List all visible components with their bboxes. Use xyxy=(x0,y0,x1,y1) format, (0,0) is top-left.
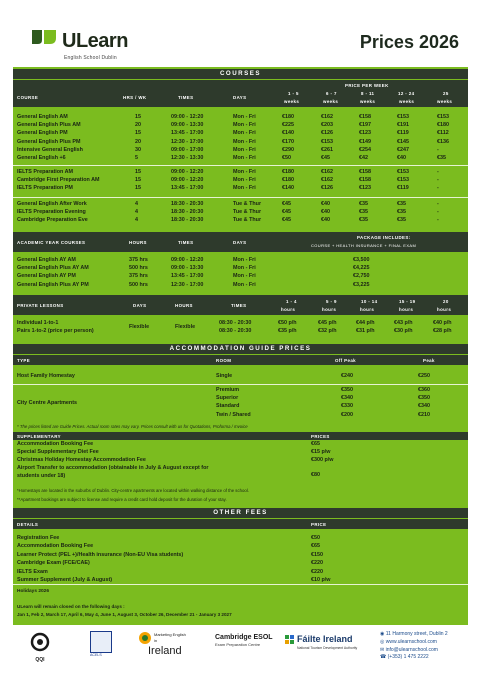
academic-days-cell: Mon - Fri xyxy=(233,265,256,272)
fee-price-cell: €50 xyxy=(311,535,320,541)
course-days-cell: Tue & Thur xyxy=(233,217,262,224)
prices-panel xyxy=(13,67,468,625)
contact-block xyxy=(380,631,448,662)
course-course-cell: General English Plus AM xyxy=(17,122,81,129)
course-p1-cell: €140 xyxy=(282,130,294,137)
course-days-cell: Tue & Thur xyxy=(233,201,262,207)
header xyxy=(0,0,481,67)
page-title: Prices 2026 xyxy=(359,32,459,52)
acc-host-family-room: Single xyxy=(216,373,233,379)
course-course-cell: Intensive General English xyxy=(17,146,83,153)
ulearn-logo-icon xyxy=(30,28,58,50)
col-acc-type: TYPE xyxy=(17,358,31,363)
course-p2-cell: €126 xyxy=(321,130,333,137)
course-p2-cell: €162 xyxy=(321,114,333,120)
acc-apartment-room-cell: Standard xyxy=(216,403,240,410)
col-acc-room: ROOM xyxy=(216,358,232,363)
course-p1-cell: €180 xyxy=(282,114,294,120)
course-p5-cell: - xyxy=(437,185,439,192)
col-academic-days: DAYS xyxy=(233,240,247,245)
acc-apartment-peak-cell: €340 xyxy=(418,403,430,410)
brand-subtitle: English School Dublin xyxy=(64,55,117,61)
divider xyxy=(13,584,468,585)
academic-hours-cell: 500 hrs xyxy=(129,281,148,288)
course-course-cell: IELTS Preparation Evening xyxy=(17,209,86,216)
acc-host-family-offpeak: €240 xyxy=(341,373,353,379)
course-hrs-cell: 5 xyxy=(135,155,138,161)
acc-apartment-room-cell: Superior xyxy=(216,395,239,402)
fee-label-cell: Registration Fee xyxy=(17,535,60,541)
course-p5-cell: - xyxy=(437,146,439,153)
course-p4-cell: €35 xyxy=(397,201,406,207)
col-private-c1-unit: hours xyxy=(281,307,296,312)
acels-logo xyxy=(90,631,112,661)
accommodation-section-title: ACCOMMODATION GUIDE PRICES xyxy=(13,344,468,354)
accommodation-header-bar xyxy=(13,355,468,365)
course-p5-cell: - xyxy=(437,209,439,216)
acc-apartments-type: City Centre Apartments xyxy=(17,400,78,406)
col-private-lessons: PRIVATE LESSONS xyxy=(17,303,64,308)
acc-apartment-peak-cell: €360 xyxy=(418,387,430,393)
location-icon: ◉ xyxy=(380,631,386,637)
supplementary-label-cell: Christmas Holiday Homestay Accommodation Fee xyxy=(17,457,146,463)
fee-label-cell: Learner Protect (PEL +)/Health insurance (Non-EU Visa students) xyxy=(17,551,184,558)
acc-apartment-room-cell: Premium xyxy=(216,387,240,393)
academic-hours-cell: 375 hrs xyxy=(129,257,148,263)
course-hrs-cell: 20 xyxy=(135,138,141,145)
package-title: PACKAGE INCLUDES: xyxy=(357,235,411,240)
course-hrs-cell: 15 xyxy=(135,114,141,120)
course-p2-cell: €40 xyxy=(321,209,330,216)
course-course-cell: IELTS Preparation PM xyxy=(17,185,73,192)
col-acc-offpeak: Off Peak xyxy=(335,358,357,363)
course-hrs-cell: 15 xyxy=(135,169,141,175)
col-fee-details: DETAILS xyxy=(17,522,39,527)
academic-time-cell: 13:45 - 17:00 xyxy=(171,273,204,280)
academic-days-cell: Mon - Fri xyxy=(233,257,256,263)
course-p2-cell: €40 xyxy=(321,201,330,207)
course-p5-cell: €136 xyxy=(437,138,449,145)
course-p3-cell: €158 xyxy=(359,114,371,120)
course-p3-cell: €35 xyxy=(359,217,368,224)
course-p4-cell: €40 xyxy=(397,155,406,161)
course-days-cell: Mon - Fri xyxy=(233,185,256,192)
col-w2: 6 - 7 xyxy=(326,91,337,96)
course-days-cell: Mon - Fri xyxy=(233,138,256,145)
course-hrs-cell: 15 xyxy=(135,185,141,192)
divider xyxy=(13,197,468,198)
supplementary-price-cell: €80 xyxy=(311,472,320,478)
course-time-cell: 13:45 - 17:00 xyxy=(171,130,204,137)
course-p3-cell: €158 xyxy=(359,177,371,184)
contact-web[interactable]: ◎ www.ulearnschool.com xyxy=(380,638,437,645)
col-private-days: DAYS xyxy=(133,303,147,308)
academic-days-cell: Mon - Fri xyxy=(233,273,256,280)
globe-icon: ◎ xyxy=(380,638,386,645)
private-p2-cell: €45 p/h xyxy=(318,320,337,326)
course-time-cell: 13:45 - 17:00 xyxy=(171,185,204,192)
col-w4: 12 - 24 xyxy=(398,91,415,96)
supplementary-note-2: **Apartment bookings are subject to license and require a credit card hold deposit for the duration of your stay. xyxy=(17,497,227,502)
course-time-cell: 09:00 - 17:00 xyxy=(171,146,204,153)
academic-header-bar xyxy=(13,232,468,252)
phone-icon: ☎ xyxy=(380,654,388,661)
failte-ireland-logo xyxy=(285,634,370,662)
supplementary-note-1: *Homestays are located in the suburbs of Dublin. City-centre apartments are located within walking distance of the school. xyxy=(17,488,249,493)
fee-label-cell: Accommodation Booking Fee xyxy=(17,543,94,550)
course-days-cell: Mon - Fri xyxy=(233,177,256,184)
course-course-cell: Cambridge Preparation Eve xyxy=(17,217,88,224)
private-name-cell: Pairs 1-to-2 (price per person) xyxy=(17,328,94,335)
col-w3-unit: weeks xyxy=(360,99,376,104)
academic-course-cell: General English Plus AY AM xyxy=(17,265,89,272)
qqi-logo xyxy=(30,632,50,663)
mei-line-3: Ireland xyxy=(148,645,182,657)
course-days-cell: Mon - Fri xyxy=(233,169,256,175)
cambridge-logo xyxy=(215,634,275,662)
holidays-line-2: Jan 1, Feb 2, March 17, April 6, May 4, June 1, August 3, October 26, December 21 - January 3 2027 xyxy=(17,612,232,617)
divider xyxy=(13,384,468,385)
course-hrs-cell: 4 xyxy=(135,217,138,224)
course-time-cell: 09:00 - 12:20 xyxy=(171,114,204,120)
supplementary-label-cell: Special Supplementary Diet Fee xyxy=(17,449,99,455)
qqi-emblem-icon xyxy=(30,632,50,652)
course-course-cell: General English AM xyxy=(17,114,68,120)
private-hours-cell: Flexible xyxy=(175,324,196,330)
acc-apartment-offpeak-cell: €340 xyxy=(341,395,353,402)
ulearn-logo xyxy=(30,26,180,66)
course-p4-cell: €35 xyxy=(397,217,406,224)
failte-emblem-icon xyxy=(285,635,295,645)
col-w1: 1 - 5 xyxy=(288,91,299,96)
course-p1-cell: €50 xyxy=(282,155,291,161)
course-p3-cell: €158 xyxy=(359,169,371,175)
supplementary-prices-label: PRICES xyxy=(311,434,330,439)
acc-apartment-offpeak-cell: €330 xyxy=(341,403,353,410)
package-subtitle: COURSE + HEALTH INSURANCE + FINAL EXAM xyxy=(311,243,417,248)
academic-course-cell: General English AY PM xyxy=(17,273,76,280)
failte-name: Fáilte Ireland xyxy=(297,634,353,644)
private-name-cell: Individual 1-to-1 xyxy=(17,320,59,326)
acels-label: ACELS xyxy=(90,653,102,657)
course-p2-cell: €45 xyxy=(321,155,330,161)
course-p4-cell: €247 xyxy=(397,146,409,153)
course-time-cell: 18:30 - 20:30 xyxy=(171,217,204,224)
private-p5-cell: €40 p/h xyxy=(433,320,452,326)
mei-line-2: in xyxy=(154,638,158,643)
col-times: TIMES xyxy=(178,95,194,100)
academic-price-cell: €2,750 xyxy=(353,273,370,280)
course-p1-cell: €180 xyxy=(282,169,294,175)
course-p2-cell: €153 xyxy=(321,138,333,145)
private-time-cell: 08:30 - 20:30 xyxy=(219,320,252,326)
col-academic-course: ACADEMIC YEAR COURSES xyxy=(17,240,86,245)
mei-logo xyxy=(138,631,198,665)
private-time-cell: 08:30 - 20:30 xyxy=(219,328,252,335)
acc-apartment-room-cell: Twin / Shared xyxy=(216,411,251,418)
courses-section-title: COURSES xyxy=(13,69,468,79)
course-p5-cell: - xyxy=(437,217,439,224)
course-p1-cell: €170 xyxy=(282,138,294,145)
holidays-title: Holidays 2026 xyxy=(17,589,49,594)
acc-host-family-peak: €250 xyxy=(418,373,430,379)
academic-price-cell: €3,500 xyxy=(353,257,370,263)
holidays-line-1: ULearn will remain closed on the following days : xyxy=(17,604,125,609)
course-p4-cell: €35 xyxy=(397,209,406,216)
other-fees-header-bar xyxy=(13,519,468,529)
fee-price-cell: €65 xyxy=(311,543,320,550)
private-p3-cell: €44 p/h xyxy=(356,320,375,326)
qqi-label: QQI xyxy=(35,657,45,663)
academic-days-cell: Mon - Fri xyxy=(233,281,256,288)
mail-icon: ✉ xyxy=(380,646,386,653)
col-course: COURSE xyxy=(17,95,39,100)
col-w1-unit: weeks xyxy=(284,99,300,104)
course-course-cell: General English Plus PM xyxy=(17,138,81,145)
fee-label-cell: IELTS Exam xyxy=(17,568,48,575)
mei-line-1: Marketing English xyxy=(154,632,186,637)
col-w4-unit: weeks xyxy=(399,99,415,104)
academic-course-cell: General English AY AM xyxy=(17,257,76,263)
col-w5: 25 xyxy=(443,91,449,96)
academic-time-cell: 12:30 - 17:00 xyxy=(171,281,204,288)
private-days-cell: Flexible xyxy=(129,324,150,330)
course-p3-cell: €197 xyxy=(359,122,371,129)
course-p3-cell: €123 xyxy=(359,130,371,137)
course-hrs-cell: 4 xyxy=(135,209,138,216)
course-hrs-cell: 4 xyxy=(135,201,138,207)
course-p3-cell: €35 xyxy=(359,201,368,207)
course-p2-cell: €40 xyxy=(321,217,330,224)
col-private-c2: 5 - 9 xyxy=(326,299,337,304)
course-time-cell: 12:30 - 13:30 xyxy=(171,155,204,161)
accommodation-note: * The prices listed are Guide Prices. Actual room rates may vary. Prices consult with us for Quotations, Proforma / Invoice xyxy=(17,424,248,429)
course-p3-cell: €35 xyxy=(359,209,368,216)
contact-phone[interactable]: ☎ (+353) 1 475 2222 xyxy=(380,654,429,661)
private-p1-cell: €50 p/h xyxy=(278,320,297,326)
supplementary-label-cell: Airport Transfer to accommodation (obtainable in July & August except for xyxy=(17,465,209,471)
course-hrs-cell: 20 xyxy=(135,122,141,129)
course-p4-cell: €153 xyxy=(397,169,409,175)
course-course-cell: Cambridge First Preparation AM xyxy=(17,177,100,184)
course-course-cell: General English PM xyxy=(17,130,68,137)
supplementary-price-cell: €15 p/w xyxy=(311,449,331,455)
col-private-times: TIMES xyxy=(231,303,247,308)
course-course-cell: General English After Work xyxy=(17,201,87,207)
course-p3-cell: €254 xyxy=(359,146,371,153)
brand-name: ULearn xyxy=(62,30,128,52)
col-private-hours: HOURS xyxy=(175,303,193,308)
course-hrs-cell: 30 xyxy=(135,146,141,153)
course-hrs-cell: 15 xyxy=(135,130,141,137)
course-time-cell: 12:30 - 17:00 xyxy=(171,138,204,145)
course-p5-cell: - xyxy=(437,201,439,207)
academic-hours-cell: 500 hrs xyxy=(129,265,148,272)
col-hrs: HRS / WK xyxy=(123,95,147,100)
course-p4-cell: €191 xyxy=(397,122,409,129)
course-time-cell: 09:00 - 12:20 xyxy=(171,177,204,184)
cambridge-line-1: Cambridge ESOL xyxy=(215,634,273,641)
col-private-c4: 15 - 19 xyxy=(399,299,416,304)
course-p1-cell: €225 xyxy=(282,122,294,129)
course-course-cell: IELTS Preparation AM xyxy=(17,169,74,175)
course-p1-cell: €45 xyxy=(282,209,291,216)
contact-email[interactable]: ✉ info@ulearnschool.com xyxy=(380,646,438,653)
cambridge-line-2: Exam Preparation Centre xyxy=(215,642,261,647)
course-p2-cell: €162 xyxy=(321,177,333,184)
supplementary-price-cell: €65 xyxy=(311,441,320,447)
acc-apartment-offpeak-cell: €350 xyxy=(341,387,353,393)
course-time-cell: 09:00 - 13:30 xyxy=(171,122,204,129)
fee-price-cell: €10 p/w xyxy=(311,577,331,583)
col-private-c2-unit: hours xyxy=(322,307,337,312)
course-p1-cell: €140 xyxy=(282,185,294,192)
mei-emblem-icon xyxy=(138,631,152,645)
col-private-c3: 10 - 14 xyxy=(361,299,378,304)
course-p5-cell: €35 xyxy=(437,155,446,161)
contact-address: ◉ 11 Harmony street, Dublin 2 xyxy=(380,631,448,637)
course-p4-cell: €145 xyxy=(397,138,409,145)
course-p5-cell: - xyxy=(437,169,439,175)
course-p5-cell: €112 xyxy=(437,130,449,137)
fee-price-cell: €150 xyxy=(311,551,323,558)
course-days-cell: Tue & Thur xyxy=(233,209,262,216)
course-p4-cell: €119 xyxy=(397,185,409,192)
private-p2-cell: €32 p/h xyxy=(318,328,337,335)
academic-time-cell: 09:00 - 12:20 xyxy=(171,257,204,263)
col-w3: 8 - 11 xyxy=(361,91,375,96)
course-p3-cell: €123 xyxy=(359,185,371,192)
course-days-cell: Mon - Fri xyxy=(233,122,256,129)
acc-apartment-peak-cell: €350 xyxy=(418,395,430,402)
academic-price-cell: €3,225 xyxy=(353,281,370,288)
course-p3-cell: €149 xyxy=(359,138,371,145)
course-course-cell: General English +6 xyxy=(17,155,66,161)
course-time-cell: 09:00 - 12:20 xyxy=(171,169,204,175)
supplementary-header-bar xyxy=(13,432,468,440)
course-time-cell: 18:30 - 20:30 xyxy=(171,209,204,216)
course-p3-cell: €42 xyxy=(359,155,368,161)
course-days-cell: Mon - Fri xyxy=(233,155,256,161)
fee-label-cell: Summer Supplement (July & August) xyxy=(17,577,113,583)
col-private-c5-unit: hours xyxy=(437,307,452,312)
col-private-c3-unit: hours xyxy=(360,307,375,312)
courses-header-bar xyxy=(13,80,468,107)
course-p1-cell: €45 xyxy=(282,201,291,207)
course-time-cell: 18:30 - 20:30 xyxy=(171,201,204,207)
academic-course-cell: General English Plus AY PM xyxy=(17,281,89,288)
col-academic-hours: HOURS xyxy=(129,240,147,245)
course-p5-cell: €180 xyxy=(437,122,449,129)
private-p4-cell: €30 p/h xyxy=(394,328,413,335)
course-p2-cell: €261 xyxy=(321,146,333,153)
other-fees-section-title: OTHER FEES xyxy=(13,508,468,518)
supplementary-label-cell: Accommodation Booking Fee xyxy=(17,441,94,447)
course-p4-cell: €119 xyxy=(397,130,409,137)
acels-emblem-icon xyxy=(90,631,112,653)
course-p1-cell: €45 xyxy=(282,217,291,224)
acc-apartment-offpeak-cell: €200 xyxy=(341,411,353,418)
course-p5-cell: - xyxy=(437,177,439,184)
academic-price-cell: €4,225 xyxy=(353,265,370,272)
course-days-cell: Mon - Fri xyxy=(233,146,256,153)
divider xyxy=(13,165,468,166)
fee-price-cell: €220 xyxy=(311,568,323,575)
price-per-week-label: PRICE PER WEEK xyxy=(345,83,389,88)
col-private-c1: 1 - 4 xyxy=(286,299,297,304)
supplementary-price-cell: €300 p/w xyxy=(311,457,334,463)
failte-sub: National Tourism Development Authority xyxy=(297,646,358,650)
col-academic-times: TIMES xyxy=(178,240,194,245)
academic-time-cell: 09:00 - 13:30 xyxy=(171,265,204,272)
course-hrs-cell: 15 xyxy=(135,177,141,184)
academic-hours-cell: 375 hrs xyxy=(129,273,148,280)
course-days-cell: Mon - Fri xyxy=(233,114,256,120)
course-p5-cell: €153 xyxy=(437,114,449,120)
course-p2-cell: €162 xyxy=(321,169,333,175)
col-w2-unit: weeks xyxy=(323,99,339,104)
supplementary-header: SUPPLEMENTARY xyxy=(17,434,61,439)
acc-apartment-peak-cell: €210 xyxy=(418,411,430,418)
fee-price-cell: €220 xyxy=(311,560,323,567)
course-p2-cell: €126 xyxy=(321,185,333,192)
course-p1-cell: €290 xyxy=(282,146,294,153)
col-days: DAYS xyxy=(233,95,247,100)
col-w5-unit: weeks xyxy=(437,99,453,104)
private-p1-cell: €35 p/h xyxy=(278,328,297,335)
course-p4-cell: €153 xyxy=(397,114,409,120)
course-days-cell: Mon - Fri xyxy=(233,130,256,137)
col-acc-peak: Peak xyxy=(423,358,435,363)
private-p3-cell: €31 p/h xyxy=(356,328,375,335)
col-private-c4-unit: hours xyxy=(399,307,414,312)
col-private-c5: 20 xyxy=(443,299,449,304)
private-header-bar xyxy=(13,295,468,315)
col-fee-price: PRICE xyxy=(311,522,327,527)
supplementary-row-label-cont: students under 18) xyxy=(17,473,66,479)
private-p4-cell: €43 p/h xyxy=(394,320,413,326)
course-p1-cell: €180 xyxy=(282,177,294,184)
acc-host-family-type: Host Family Homestay xyxy=(17,373,75,379)
fee-label-cell: Cambridge Exam (FCE/CAE) xyxy=(17,560,90,567)
course-p2-cell: €203 xyxy=(321,122,333,129)
private-p5-cell: €28 p/h xyxy=(433,328,452,335)
course-p4-cell: €153 xyxy=(397,177,409,184)
